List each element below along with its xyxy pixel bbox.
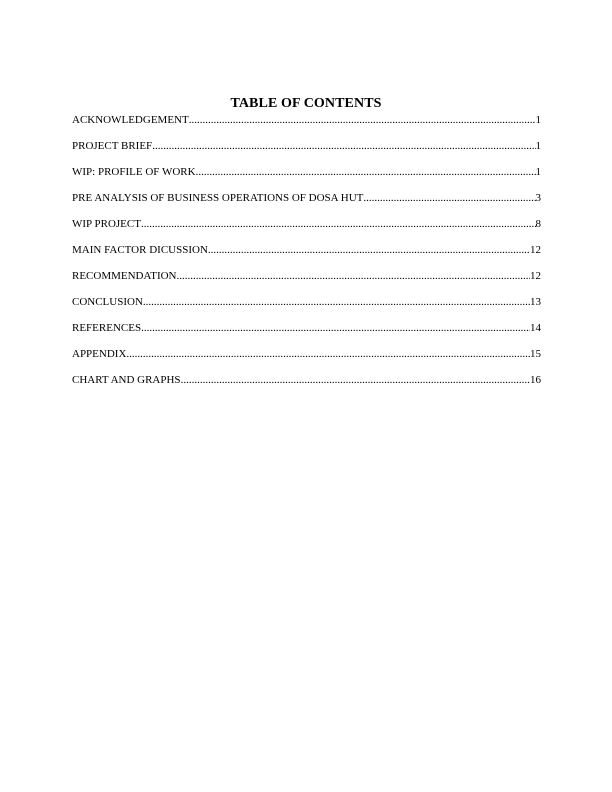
toc-entry-page-number: 15 [530,348,541,360]
toc-dot-leader [141,322,530,335]
toc-entry-page-number: 8 [535,218,541,230]
toc-entry[interactable] [72,270,541,296]
toc-entry-label: RECOMMENDATION [72,270,177,282]
toc-dot-leader [208,244,530,257]
toc-entry[interactable] [72,140,541,166]
toc-entry-page-number: 12 [530,244,541,256]
toc-entry-label: WIP: PROFILE OF WORK [72,166,196,178]
toc-entry-page-number: 1 [535,140,541,152]
toc-entry-page-number: 12 [530,270,541,282]
toc-entry[interactable] [72,296,541,322]
toc-entry[interactable] [72,348,541,374]
toc-entry[interactable] [72,244,541,270]
toc-dot-leader [141,218,536,231]
toc-entry[interactable] [72,322,541,348]
toc-entry-label: CONCLUSION [72,296,143,308]
toc-entry[interactable] [72,374,541,400]
toc-entry-page-number: 14 [530,322,541,334]
toc-dot-leader [126,348,530,361]
toc-dot-leader [152,140,535,153]
toc-dot-leader [363,192,535,205]
toc-entry-label: APPENDIX [72,348,127,360]
toc-entry-label: REFERENCES [72,322,142,334]
toc-list [72,114,541,400]
toc-entry-page-number: 16 [530,374,541,386]
toc-entry-page-number: 3 [535,192,541,204]
toc-entry-label: MAIN FACTOR DICUSSION [72,244,208,256]
toc-entry-label: CHART AND GRAPHS [72,374,181,386]
toc-entry-page-number: 1 [535,166,541,178]
toc-entry[interactable] [72,114,541,140]
toc-dot-leader [177,270,531,283]
toc-entry-label: PRE ANALYSIS OF BUSINESS OPERATIONS OF DOSA HUT [72,192,364,204]
toc-entry[interactable] [72,218,541,244]
toc-entry[interactable] [72,192,541,218]
toc-entry-label: WIP PROJECT [72,218,141,230]
toc-title: TABLE OF CONTENTS [230,96,382,111]
toc-dot-leader [143,296,530,309]
toc-dot-leader [181,374,530,387]
toc-dot-leader [189,114,536,127]
toc-entry-label: ACKNOWLEDGEMENT [72,114,189,126]
toc-dot-leader [196,166,536,179]
toc-entry-page-number: 1 [535,114,541,126]
toc-entry-label: PROJECT BRIEF [72,140,153,152]
toc-entry-page-number: 13 [530,296,541,308]
toc-entry[interactable] [72,166,541,192]
